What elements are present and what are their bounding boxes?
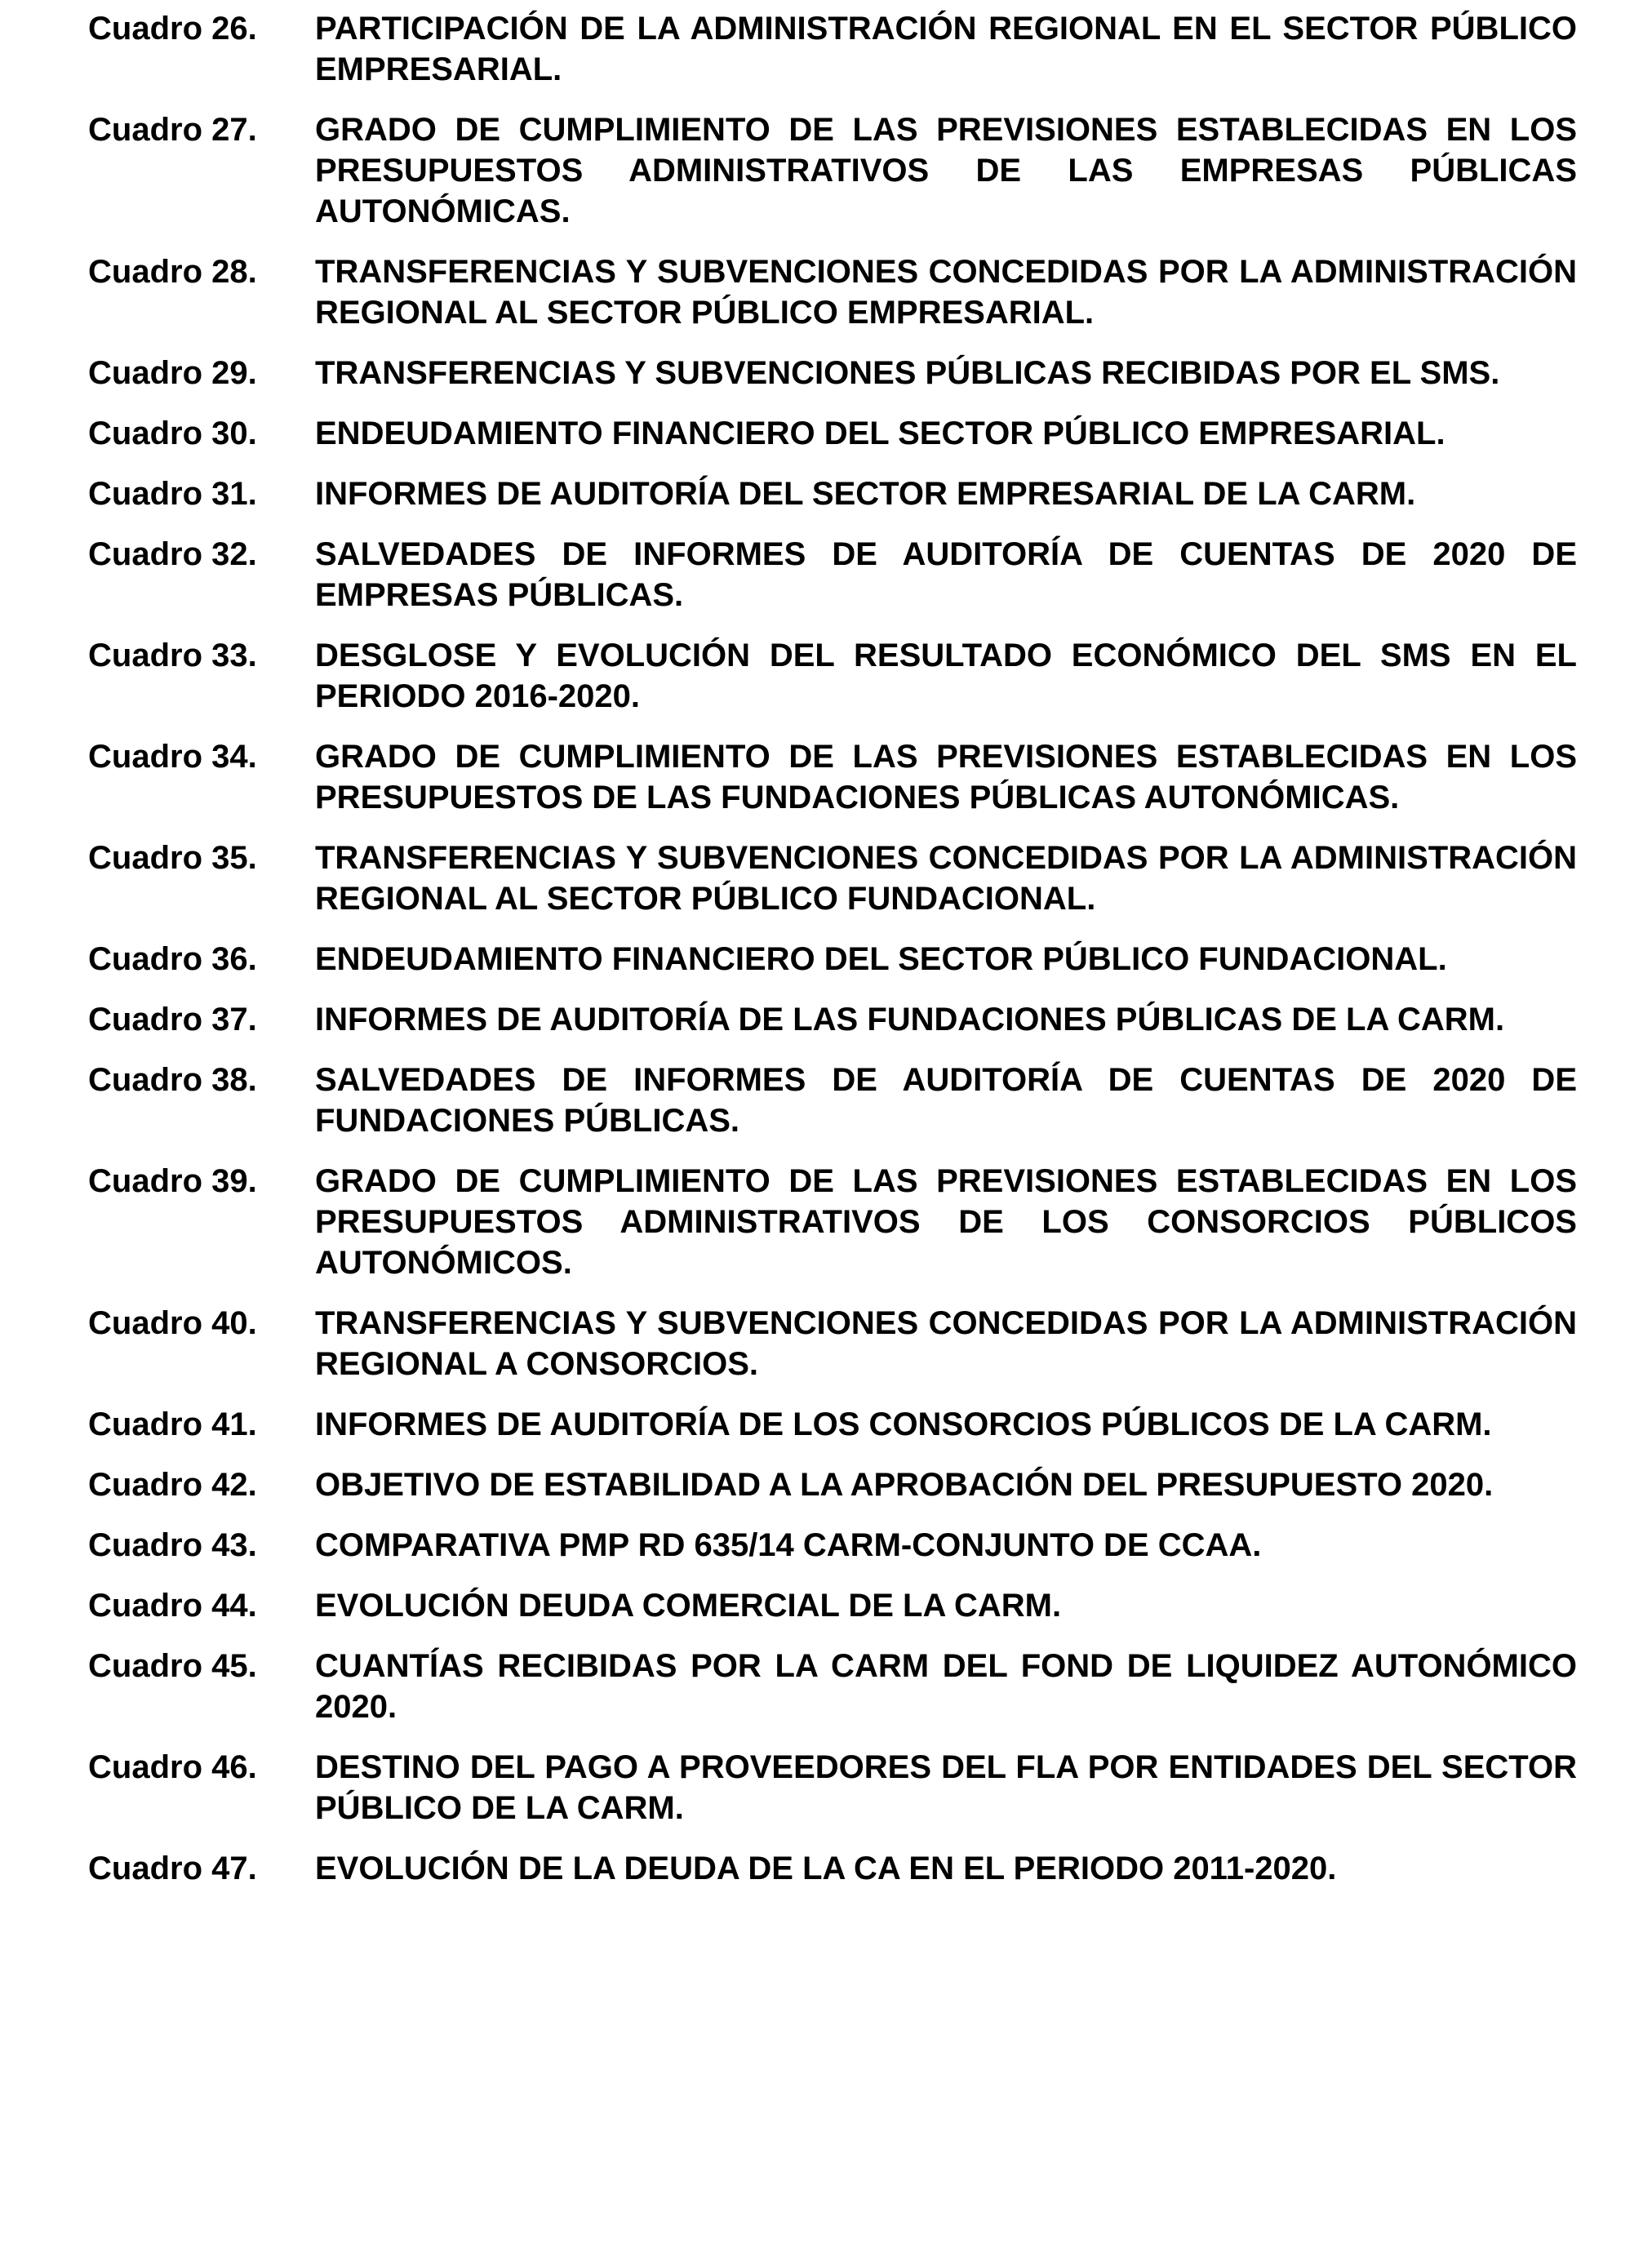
index-entry xyxy=(88,1646,1577,1727)
entry-number: Cuadro 26. xyxy=(88,11,257,47)
entry-title: INFORMES DE AUDITORÍA DEL SECTOR EMPRESARIAL DE LA CARM. xyxy=(315,476,1416,512)
index-entry xyxy=(88,1303,1577,1384)
entry-title: DESGLOSE Y EVOLUCIÓN DEL RESULTADO ECONÓMICO DEL SMS EN EL PERIODO 2016-2020. xyxy=(315,638,1577,714)
entry-title: EVOLUCIÓN DE LA DEUDA DE LA CA EN EL PERIODO 2011-2020. xyxy=(315,1851,1337,1886)
entry-title: GRADO DE CUMPLIMIENTO DE LAS PREVISIONES ESTABLECIDAS EN LOS PRESUPUESTOS ADMINISTRATIVOS DE LOS CONSORCIOS PÚBLICOS AUTONÓMICOS. xyxy=(315,1163,1577,1281)
entry-number: Cuadro 30. xyxy=(88,415,257,451)
entry-title: SALVEDADES DE INFORMES DE AUDITORÍA DE CUENTAS DE 2020 DE FUNDACIONES PÚBLICAS. xyxy=(315,1062,1577,1139)
entry-title: TRANSFERENCIAS Y SUBVENCIONES PÚBLICAS RECIBIDAS POR EL SMS. xyxy=(315,355,1500,391)
entry-number: Cuadro 40. xyxy=(88,1305,257,1341)
index-entry xyxy=(88,736,1577,818)
entry-title: SALVEDADES DE INFORMES DE AUDITORÍA DE CUENTAS DE 2020 DE EMPRESAS PÚBLICAS. xyxy=(315,536,1577,613)
index-entry xyxy=(88,635,1577,717)
entry-number: Cuadro 38. xyxy=(88,1062,257,1098)
entry-title: ENDEUDAMIENTO FINANCIERO DEL SECTOR PÚBLICO EMPRESARIAL. xyxy=(315,415,1446,451)
index-entry xyxy=(88,1525,1577,1566)
index-entry xyxy=(88,353,1577,393)
entry-number: Cuadro 39. xyxy=(88,1163,257,1199)
entry-title: EVOLUCIÓN DEUDA COMERCIAL DE LA CARM. xyxy=(315,1588,1062,1624)
index-entry xyxy=(88,838,1577,919)
entry-title: TRANSFERENCIAS Y SUBVENCIONES CONCEDIDAS POR LA ADMINISTRACIÓN REGIONAL AL SECTOR PÚBLICO FUNDACIONAL. xyxy=(315,840,1577,917)
entry-number: Cuadro 32. xyxy=(88,536,257,572)
entry-title: INFORMES DE AUDITORÍA DE LAS FUNDACIONES PÚBLICAS DE LA CARM. xyxy=(315,1002,1505,1037)
index-entry xyxy=(88,109,1577,232)
entry-title: INFORMES DE AUDITORÍA DE LOS CONSORCIOS PÚBLICOS DE LA CARM. xyxy=(315,1406,1492,1442)
index-entry xyxy=(88,1464,1577,1505)
entry-number: Cuadro 33. xyxy=(88,638,257,673)
index-entry xyxy=(88,8,1577,90)
index-entry xyxy=(88,413,1577,454)
entry-title: GRADO DE CUMPLIMIENTO DE LAS PREVISIONES ESTABLECIDAS EN LOS PRESUPUESTOS ADMINISTRATIVOS DE LAS EMPRESAS PÚBLICAS AUTONÓMICAS. xyxy=(315,112,1577,229)
entry-title: TRANSFERENCIAS Y SUBVENCIONES CONCEDIDAS POR LA ADMINISTRACIÓN REGIONAL AL SECTOR PÚBLICO EMPRESARIAL. xyxy=(315,254,1577,331)
entry-number: Cuadro 29. xyxy=(88,355,257,391)
entry-title: OBJETIVO DE ESTABILIDAD A LA APROBACIÓN DEL PRESUPUESTO 2020. xyxy=(315,1467,1494,1503)
index-entry xyxy=(88,473,1577,514)
entry-title: DESTINO DEL PAGO A PROVEEDORES DEL FLA POR ENTIDADES DEL SECTOR PÚBLICO DE LA CARM. xyxy=(315,1749,1577,1826)
index-entry xyxy=(88,534,1577,615)
entry-number: Cuadro 28. xyxy=(88,254,257,290)
index-entry xyxy=(88,1585,1577,1626)
entry-number: Cuadro 43. xyxy=(88,1527,257,1563)
entry-number: Cuadro 45. xyxy=(88,1648,257,1684)
entry-title: TRANSFERENCIAS Y SUBVENCIONES CONCEDIDAS POR LA ADMINISTRACIÓN REGIONAL A CONSORCIOS. xyxy=(315,1305,1577,1382)
index-entry xyxy=(88,1747,1577,1828)
entry-number: Cuadro 37. xyxy=(88,1002,257,1037)
entry-number: Cuadro 35. xyxy=(88,840,257,876)
entry-number: Cuadro 47. xyxy=(88,1851,257,1886)
entry-number: Cuadro 44. xyxy=(88,1588,257,1624)
index-entry xyxy=(88,999,1577,1040)
entry-number: Cuadro 36. xyxy=(88,941,257,977)
index-entry xyxy=(88,1404,1577,1445)
entry-title: CUANTÍAS RECIBIDAS POR LA CARM DEL FOND DE LIQUIDEZ AUTONÓMICO 2020. xyxy=(315,1648,1577,1725)
index-entry xyxy=(88,1848,1577,1889)
table-index-list xyxy=(88,8,1577,1908)
index-entry xyxy=(88,251,1577,333)
entry-number: Cuadro 27. xyxy=(88,112,257,148)
entry-title: GRADO DE CUMPLIMIENTO DE LAS PREVISIONES ESTABLECIDAS EN LOS PRESUPUESTOS DE LAS FUNDACIONES PÚBLICAS AUTONÓMICAS. xyxy=(315,739,1577,815)
index-entry xyxy=(88,1161,1577,1283)
entry-title: ENDEUDAMIENTO FINANCIERO DEL SECTOR PÚBLICO FUNDACIONAL. xyxy=(315,941,1447,977)
entry-number: Cuadro 42. xyxy=(88,1467,257,1503)
index-entry xyxy=(88,939,1577,980)
entry-number: Cuadro 31. xyxy=(88,476,257,512)
entry-title: PARTICIPACIÓN DE LA ADMINISTRACIÓN REGIONAL EN EL SECTOR PÚBLICO EMPRESARIAL. xyxy=(315,11,1577,87)
entry-number: Cuadro 41. xyxy=(88,1406,257,1442)
entry-title: COMPARATIVA PMP RD 635/14 CARM-CONJUNTO DE CCAA. xyxy=(315,1527,1262,1563)
entry-number: Cuadro 34. xyxy=(88,739,257,775)
entry-number: Cuadro 46. xyxy=(88,1749,257,1785)
index-entry xyxy=(88,1060,1577,1141)
